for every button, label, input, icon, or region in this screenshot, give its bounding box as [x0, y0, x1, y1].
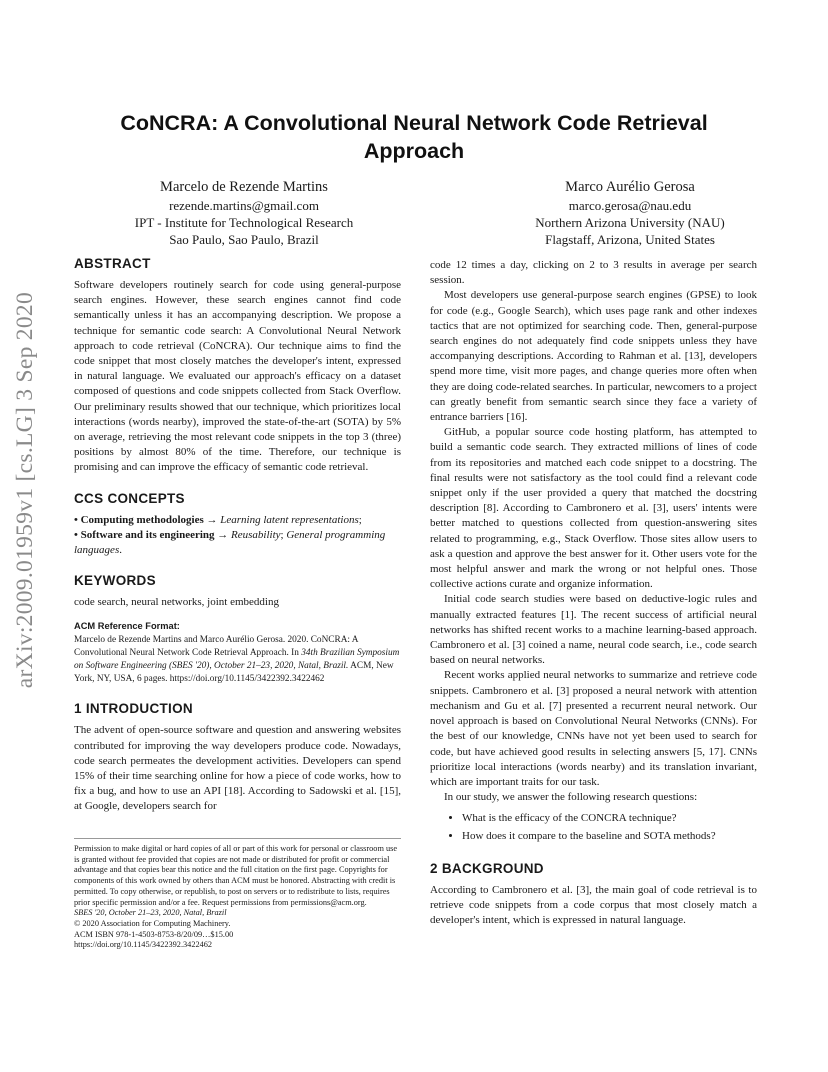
author-email: rezende.martins@gmail.com [169, 198, 319, 213]
abstract-text: Software developers routinely search for code using general-purpose search engines. However, these search engines cannot find code semantically unless it has an accompanying description. We propose a technique for semantic code search: A Convolutional Neural Network approach to code retrieval (CoNCRA). Our technique aims to find the code snippet that most closely matches the developer's intent, expressed in natural language. We evaluated our approach's efficacy on a dataset composed of questions and code snippets collected from Stack Overflow. Our preliminary results showed that our technique, which prioritizes local interactions (words nearby), improved the state-of-the-art (SOTA) by 5% on average, retrieving the most relevant code snippets in the top 3 (three) positions by almost 80% of the time. Therefore, our technique is promising and can improve the efficacy of semantic code retrieval. [74, 279, 401, 474]
keywords-heading: KEYWORDS [74, 573, 156, 589]
background-paragraph-1: According to Cambronero et al. [3], the main goal of code retrieval is to retrieve code snippets from a code corpus that most closely match a developer's intent, which is expressed in natural language. [430, 883, 757, 927]
ccs-item-2: • Software and its engineering → Reusability; General programming languages. [74, 528, 386, 557]
intro-paragraph-1: The advent of open-source software and question and answering websites contributed for improving the way developers produce code. Nowadays, code search permeates the development activities. Developers can spend 15% of their time searching online for how a piece of code works, how to fix a bug, and how to use an API [18]. According to Sadowski et al. [15], at Google, developers search for [74, 724, 401, 813]
right-column [430, 258, 757, 928]
research-questions [430, 811, 757, 843]
author-block-2 [460, 178, 800, 248]
left-column [74, 255, 401, 815]
author-affiliation: IPT - Institute for Technological Research [134, 215, 354, 230]
permission-notice: Permission to make digital or hard copies of all or part of this work for personal or classroom use is granted without fee provided that copies are not made or distributed for profit or commercial advantage and that copies bear this notice and the full citation on the first page. Copyrights for components of this work owned by others than ACM must be honored. Abstracting with credit is permitted. To copy otherwise, or republish, to post on servers or to redistribute to lists, requires prior specific permission and/or a fee. Request permissions from permissions@acm.org. [74, 844, 398, 907]
author-name: Marcelo de Rezende Martins [160, 179, 328, 195]
author-location: Sao Paulo, Sao Paulo, Brazil [169, 232, 319, 247]
keywords-text: code search, neural networks, joint embedding [74, 596, 279, 609]
doi-link[interactable]: https://doi.org/10.1145/3422392.3422462 [74, 940, 213, 950]
acm-reference-format: ACM Reference Format: Marcelo de Rezende Martins and Marco Aurélio Gerosa. 2020. CoNCRA: A Convolutional Neural Network Code Retrieval Approach. In 34th Brazilian Symposium on Software Engineering (SBES '20), October 21–23, 2020, Natal, Brazil. ACM, New York, NY, USA, 6 pages. https://doi.org/10.1145/3422392.3422462 [74, 621, 400, 685]
intro-paragraph-5: Recent works applied neural networks to summarize and retrieve code snippets. Cambronero et al. [3] proposed a neural network with attention mechanism and Gu et al. [7] presented a recurrent neural network. Our novel approach is based on Convolutional Neural Networks (CNNs). For the best of our knowledge, CNNs have not yet been used to search for code, but have achieved good results in selecting answers [5, 17]. CNNs prioritize local interactions (words nearby) and its translation invariant, which are important traits for our task. [430, 669, 757, 788]
research-question: • How does it compare to the baseline and SOTA methods? [462, 829, 757, 844]
isbn-line: ACM ISBN 978-1-4503-8753-8/20/09…$15.00 [74, 929, 234, 939]
intro-paragraph-3: GitHub, a popular source code hosting platform, has attempted to build a semantic code search. They extracted millions of lines of code from its repositories and matched each code snippet to a docstring. The final results were not satisfactory as the tool could find a relevant code snippet only if the user provided a query that matched the docstring description [8]. According to Cambronero et al. [3], users' intents were better matched to questions collected from question-answering sites related to programming, e.g., Stack Overflow. Those sites allow users to ask a question and approve the best answer for it. Other users vote for the most helpful answer and mark the wrong or not helpful ones. Those collective actions curate and organize information. [430, 426, 757, 591]
intro-paragraph-6: In our study, we answer the following research questions: [444, 791, 698, 804]
ccs-item-1: • Computing methodologies → Learning latent representations; [74, 513, 362, 526]
author-email: marco.gerosa@nau.edu [568, 198, 692, 213]
ccs-heading: CCS CONCEPTS [74, 490, 185, 506]
research-question: • What is the efficacy of the CONCRA technique? [462, 811, 757, 826]
acm-reference-heading: ACM Reference Format: [74, 621, 180, 632]
copyright-footnote [74, 838, 401, 951]
background-heading: 2 BACKGROUND [430, 860, 544, 876]
author-affiliation: Northern Arizona University (NAU) [535, 215, 725, 230]
intro-paragraph-2: Most developers use general-purpose search engines (GPSE) to look for code (e.g., Google Search), which uses page rank and other indexes tactics that are not optimized for searching code. Then, general-purpose search engines do not adequately find code snippets unless they have accompanying descriptions. According to Rahman et al. [13], developers spend more time, visit more pages, and change queries more often when they are doing code-related searches. In particular, newcomers to a project can greatly benefit from semantic search since they face a variety of entrance barriers [16]. [430, 289, 757, 424]
introduction-heading: 1 INTRODUCTION [74, 701, 193, 717]
arxiv-identifier: arXiv:2009.01959v1 [cs.LG] 3 Sep 2020 [12, 292, 38, 689]
abstract-heading: ABSTRACT [74, 256, 151, 271]
venue-note: SBES '20, October 21–23, 2020, Natal, Brazil [74, 908, 227, 918]
author-name: Marco Aurélio Gerosa [565, 179, 695, 195]
copyright-line: © 2020 Association for Computing Machinery. [74, 918, 231, 928]
author-block-1 [74, 178, 414, 248]
paper-title: CoNCRA: A Convolutional Neural Network Code Retrieval Approach [120, 111, 708, 163]
intro-paragraph-4: Initial code search studies were based on deductive-logic rules and manually extracted features [1]. The recent success of artificial neural networks has shifted recent works to a machine learning-based approach. Cambronero et al. [3] coined a name, neural code search, i.e., code search based on neural networks. [430, 593, 757, 667]
intro-paragraph-1-cont: code 12 times a day, clicking on 2 to 3 results in average per search session. [430, 259, 757, 287]
author-location: Flagstaff, Arizona, United States [545, 232, 715, 247]
